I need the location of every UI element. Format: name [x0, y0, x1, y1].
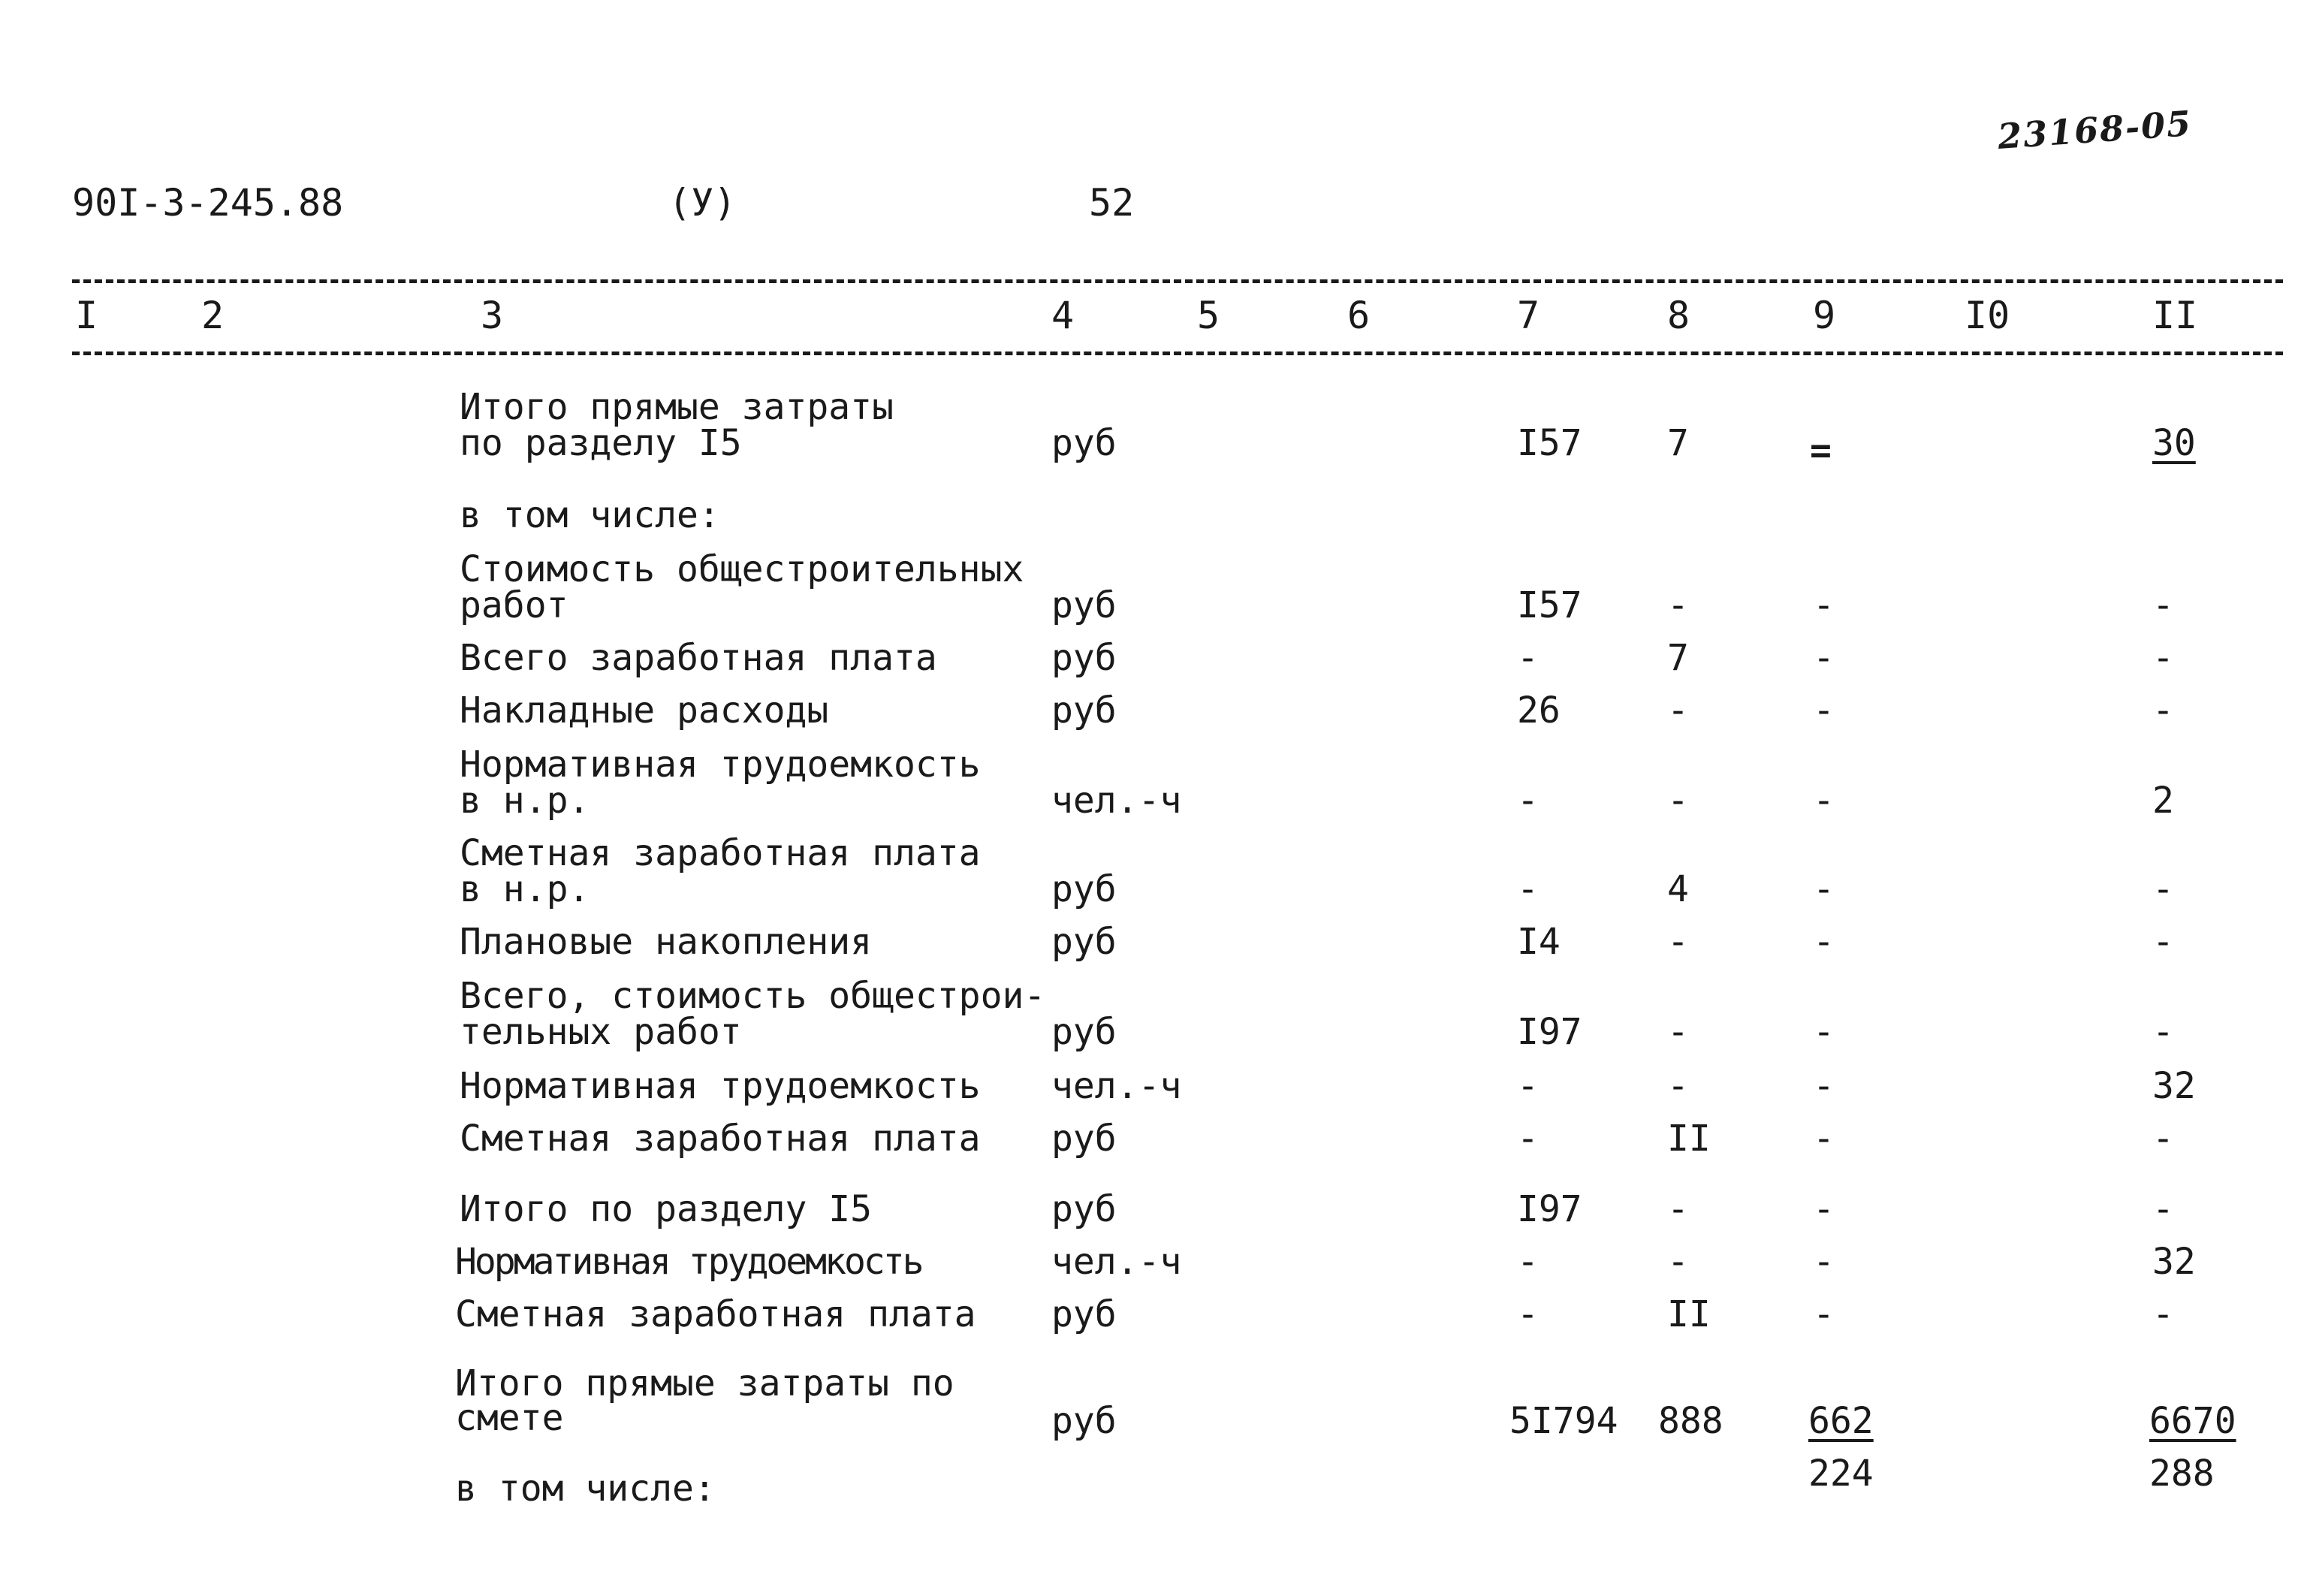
row-0-col11: 30 [2152, 422, 2196, 464]
row-2-col11: - [2152, 584, 2174, 626]
page-number: 52 [1089, 181, 1135, 225]
row-1-name-line1: в том числе: [460, 494, 720, 536]
row-0-name-line1: Итого прямые затраты [460, 386, 894, 428]
col-header-5: 5 [1197, 294, 1220, 337]
row-11-name-line1: Итого по разделу I5 [460, 1188, 873, 1230]
col-header-9: 9 [1813, 294, 1836, 337]
row-14-col9-numerator: 662 [1808, 1400, 1874, 1442]
row-2-unit: руб [1051, 584, 1117, 626]
row-2-col9: - [1813, 584, 1835, 626]
row-6-name-line2: в н.р. [460, 868, 590, 910]
row-9-col7: - [1517, 1065, 1539, 1107]
row-6-col8: 4 [1667, 868, 1689, 910]
archive-number: 23168-05 [1996, 103, 2194, 157]
row-11-col7: I97 [1517, 1188, 1582, 1230]
row-5-name-line2: в н.р. [460, 780, 590, 822]
row-10-col7: - [1517, 1118, 1539, 1160]
row-5-name-line1: Нормативная трудоемкость [460, 744, 981, 786]
row-13-col9: - [1813, 1293, 1835, 1335]
row-14-name-line1: Итого прямые затраты по [455, 1362, 954, 1404]
row-12-unit: чел.-ч [1051, 1241, 1182, 1283]
row-11-col9: - [1813, 1188, 1835, 1230]
row-14-unit: руб [1051, 1400, 1117, 1442]
row-11-col8: - [1667, 1188, 1689, 1230]
row-14-col7: 5I794 [1509, 1400, 1618, 1442]
row-3-col7: - [1517, 637, 1539, 679]
row-8-col7: I97 [1517, 1011, 1582, 1053]
row-9-unit: чел.-ч [1051, 1065, 1182, 1107]
row-4-col8: - [1667, 689, 1689, 732]
row-8-col11: - [2152, 1011, 2174, 1053]
row-0-name-line2: по разделу I5 [460, 422, 742, 464]
col-header-8: 8 [1667, 294, 1690, 337]
row-12-col9: - [1813, 1241, 1835, 1283]
row-5-unit: чел.-ч [1051, 780, 1182, 822]
row-9-name-line1: Нормативная трудоемкость [460, 1065, 981, 1107]
row-12-col7: - [1517, 1241, 1539, 1283]
row-13-col11: - [2152, 1293, 2174, 1335]
row-15-name-line1: в том числе: [455, 1468, 716, 1510]
row-12-name-line1: Нормативная трудоемкость [455, 1241, 922, 1283]
row-11-unit: руб [1051, 1188, 1117, 1230]
row-10-name-line1: Сметная заработная плата [460, 1118, 981, 1160]
row-14-col11-numerator: 6670 [2149, 1400, 2236, 1442]
row-11-col11: - [2152, 1188, 2174, 1230]
row-7-name-line1: Плановые накопления [460, 921, 873, 963]
row-4-unit: руб [1051, 689, 1117, 732]
row-7-col9: - [1813, 921, 1835, 963]
row-12-col8: - [1667, 1241, 1689, 1283]
row-4-col7: 26 [1517, 689, 1561, 732]
row-7-col8: - [1667, 921, 1689, 963]
row-3-col9: - [1813, 637, 1835, 679]
row-7-unit: руб [1051, 921, 1117, 963]
document-code: 90I-3-245.88 [72, 181, 344, 225]
row-2-col7: I57 [1517, 584, 1582, 626]
row-14-name-line2: смете [455, 1397, 564, 1439]
row-9-col11: 32 [2152, 1065, 2196, 1107]
row-14-col8: 888 [1658, 1400, 1723, 1442]
row-2-col8: - [1667, 584, 1689, 626]
header-top-rule [72, 279, 2283, 283]
row-3-unit: руб [1051, 637, 1117, 679]
row-3-name-line1: Всего заработная плата [460, 637, 937, 679]
row-5-col7: - [1517, 780, 1539, 822]
row-8-unit: руб [1051, 1011, 1117, 1053]
row-7-col11: - [2152, 921, 2174, 963]
row-6-name-line1: Сметная заработная плата [460, 832, 981, 874]
row-0-col8: 7 [1667, 422, 1689, 464]
row-4-col11: - [2152, 689, 2174, 732]
row-0-col7: I57 [1517, 422, 1582, 464]
row-13-col7: - [1517, 1293, 1539, 1335]
row-14-col11-denominator: 288 [2149, 1453, 2215, 1495]
row-9-col9: - [1813, 1065, 1835, 1107]
row-10-unit: руб [1051, 1118, 1117, 1160]
row-6-unit: руб [1051, 868, 1117, 910]
row-13-unit: руб [1051, 1293, 1117, 1335]
col-header-3: 3 [481, 294, 504, 337]
row-3-col11: - [2152, 637, 2174, 679]
row-13-name-line1: Сметная заработная плата [455, 1293, 976, 1335]
row-6-col9: - [1813, 868, 1835, 910]
row-10-col8: II [1667, 1118, 1711, 1160]
document-mark: (У) [668, 181, 737, 225]
row-8-col9: - [1813, 1011, 1835, 1053]
row-10-col11: - [2152, 1118, 2174, 1160]
row-4-name-line1: Накладные расходы [460, 689, 829, 732]
row-0-col9: = [1810, 430, 1832, 472]
col-header-1: I [75, 294, 98, 337]
row-7-col7: I4 [1517, 921, 1561, 963]
row-8-col8: - [1667, 1011, 1689, 1053]
row-0-unit: руб [1051, 422, 1117, 464]
row-9-col8: - [1667, 1065, 1689, 1107]
row-6-col7: - [1517, 868, 1539, 910]
row-6-col11: - [2152, 868, 2174, 910]
row-13-col8: II [1667, 1293, 1711, 1335]
row-2-name-line2: работ [460, 584, 568, 626]
row-12-col11: 32 [2152, 1241, 2196, 1283]
row-3-col8: 7 [1667, 637, 1689, 679]
row-5-col8: - [1667, 780, 1689, 822]
row-8-name-line2: тельных работ [460, 1011, 742, 1053]
col-header-6: 6 [1347, 294, 1371, 337]
row-2-name-line1: Стоимость общестроительных [460, 548, 1024, 590]
row-14-col9-denominator: 224 [1808, 1453, 1874, 1495]
col-header-11: II [2152, 294, 2198, 337]
row-10-col9: - [1813, 1118, 1835, 1160]
col-header-4: 4 [1051, 294, 1075, 337]
row-5-col9: - [1813, 780, 1835, 822]
row-5-col11: 2 [2152, 780, 2174, 822]
col-header-10: I0 [1965, 294, 2010, 337]
row-8-name-line1: Всего, стоимость общестрои- [460, 975, 1046, 1017]
col-header-7: 7 [1517, 294, 1540, 337]
header-bottom-rule [72, 351, 2283, 355]
col-header-2: 2 [201, 294, 225, 337]
row-4-col9: - [1813, 689, 1835, 732]
